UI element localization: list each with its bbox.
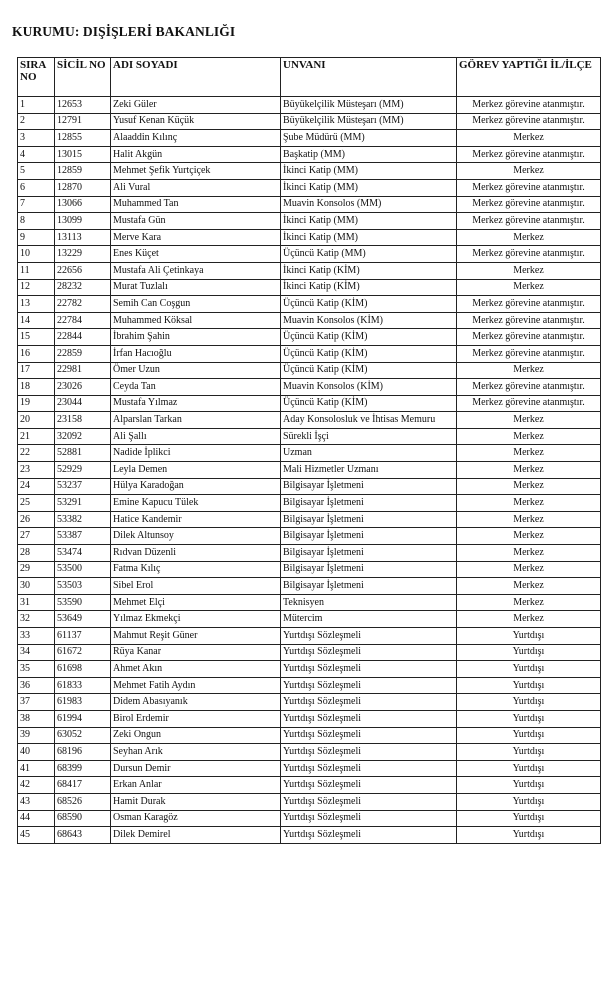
cell-sira-no: 7 [18,196,55,213]
cell-unvani: Muavin Konsolos (MM) [281,196,457,213]
cell-adi-soyadi: Zeki Ongun [111,727,281,744]
cell-unvani: İkinci Katip (MM) [281,229,457,246]
cell-adi-soyadi: Leyla Demen [111,462,281,479]
cell-gorev-yaptigi: Merkez [457,428,601,445]
cell-sicil-no: 52881 [55,445,111,462]
cell-adi-soyadi: Ali Vural [111,179,281,196]
cell-adi-soyadi: Rüya Kanar [111,644,281,661]
cell-adi-soyadi: Murat Tuzlalı [111,279,281,296]
cell-sira-no: 2 [18,113,55,130]
table-row [18,279,601,296]
cell-sicil-no: 22844 [55,329,111,346]
cell-gorev-yaptigi: Merkez görevine atanmıştır. [457,379,601,396]
cell-sicil-no: 53590 [55,594,111,611]
cell-sira-no: 11 [18,262,55,279]
table-row [18,727,601,744]
table-row [18,594,601,611]
table-row [18,312,601,329]
cell-sira-no: 5 [18,163,55,180]
cell-unvani: İkinci Katip (MM) [281,179,457,196]
table-row [18,644,601,661]
table-row [18,445,601,462]
cell-sicil-no: 12859 [55,163,111,180]
cell-sicil-no: 12791 [55,113,111,130]
cell-sira-no: 23 [18,462,55,479]
cell-unvani: Bilgisayar İşletmeni [281,495,457,512]
cell-unvani: Üçüncü Katip (KİM) [281,345,457,362]
cell-sicil-no: 68417 [55,777,111,794]
cell-adi-soyadi: Alaaddin Kılınç [111,130,281,147]
table-row [18,810,601,827]
cell-gorev-yaptigi: Merkez [457,279,601,296]
table-row [18,146,601,163]
cell-sicil-no: 68399 [55,760,111,777]
table-row [18,694,601,711]
cell-sira-no: 34 [18,644,55,661]
cell-unvani: Mütercim [281,611,457,628]
cell-gorev-yaptigi: Yurtdışı [457,793,601,810]
cell-unvani: İkinci Katip (MM) [281,163,457,180]
cell-adi-soyadi: Mehmet Fatih Aydın [111,677,281,694]
cell-sicil-no: 12870 [55,179,111,196]
cell-sira-no: 12 [18,279,55,296]
cell-adi-soyadi: Ali Şallı [111,428,281,445]
cell-sira-no: 13 [18,296,55,313]
cell-adi-soyadi: Nadide İplikci [111,445,281,462]
cell-sicil-no: 23158 [55,412,111,429]
cell-gorev-yaptigi: Yurtdışı [457,628,601,645]
cell-sicil-no: 12855 [55,130,111,147]
cell-adi-soyadi: İrfan Hacıoğlu [111,345,281,362]
table-row [18,412,601,429]
cell-unvani: İkinci Katip (KİM) [281,279,457,296]
table-row [18,196,601,213]
cell-unvani: Muavin Konsolos (KİM) [281,312,457,329]
cell-sira-no: 21 [18,428,55,445]
cell-adi-soyadi: Enes Küçet [111,246,281,263]
cell-gorev-yaptigi: Yurtdışı [457,727,601,744]
cell-sira-no: 14 [18,312,55,329]
table-row [18,329,601,346]
document-title: KURUMU: DIŞİŞLERİ BAKANLIĞI [12,24,236,39]
cell-unvani: Büyükelçilik Müsteşarı (MM) [281,97,457,114]
table-row [18,495,601,512]
cell-sicil-no: 68643 [55,827,111,844]
cell-gorev-yaptigi: Merkez [457,462,601,479]
table-row [18,262,601,279]
header-gorev-yaptigi: GÖREV YAPTIĞI İL/İLÇE [457,58,601,97]
cell-sicil-no: 68590 [55,810,111,827]
cell-unvani: Başkatip (MM) [281,146,457,163]
cell-sicil-no: 61833 [55,677,111,694]
cell-adi-soyadi: Mahmut Reşit Güner [111,628,281,645]
cell-adi-soyadi: Zeki Güler [111,97,281,114]
cell-gorev-yaptigi: Merkez [457,578,601,595]
cell-gorev-yaptigi: Merkez [457,511,601,528]
cell-gorev-yaptigi: Merkez [457,445,601,462]
cell-adi-soyadi: Ahmet Akın [111,661,281,678]
cell-gorev-yaptigi: Merkez [457,478,601,495]
cell-sicil-no: 52929 [55,462,111,479]
cell-adi-soyadi: Osman Karagöz [111,810,281,827]
cell-sira-no: 3 [18,130,55,147]
table-row [18,578,601,595]
cell-sicil-no: 13113 [55,229,111,246]
cell-sicil-no: 61137 [55,628,111,645]
cell-sicil-no: 63052 [55,727,111,744]
cell-sicil-no: 23044 [55,395,111,412]
cell-unvani: Aday Konsolosluk ve İhtisas Memuru [281,412,457,429]
table-row [18,793,601,810]
table-row [18,611,601,628]
cell-sicil-no: 13015 [55,146,111,163]
cell-sira-no: 18 [18,379,55,396]
cell-gorev-yaptigi: Merkez görevine atanmıştır. [457,246,601,263]
cell-unvani: Üçüncü Katip (KİM) [281,329,457,346]
cell-adi-soyadi: Mustafa Yılmaz [111,395,281,412]
cell-unvani: Bilgisayar İşletmeni [281,545,457,562]
cell-unvani: Yurtdışı Sözleşmeli [281,793,457,810]
cell-unvani: Bilgisayar İşletmeni [281,528,457,545]
cell-sira-no: 4 [18,146,55,163]
header-unvani: UNVANI [281,58,457,97]
cell-sicil-no: 61672 [55,644,111,661]
cell-unvani: Yurtdışı Sözleşmeli [281,677,457,694]
cell-adi-soyadi: Muhammed Köksal [111,312,281,329]
cell-unvani: Yurtdışı Sözleşmeli [281,810,457,827]
cell-gorev-yaptigi: Merkez görevine atanmıştır. [457,329,601,346]
cell-adi-soyadi: Merve Kara [111,229,281,246]
cell-sicil-no: 32092 [55,428,111,445]
table-row [18,345,601,362]
cell-sira-no: 30 [18,578,55,595]
table-row [18,827,601,844]
cell-sira-no: 37 [18,694,55,711]
cell-sira-no: 27 [18,528,55,545]
cell-gorev-yaptigi: Yurtdışı [457,694,601,711]
cell-sicil-no: 22782 [55,296,111,313]
header-sira-no: SIRA NO [18,58,55,97]
cell-unvani: Bilgisayar İşletmeni [281,578,457,595]
cell-unvani: Uzman [281,445,457,462]
cell-sira-no: 32 [18,611,55,628]
cell-sira-no: 15 [18,329,55,346]
cell-sicil-no: 22859 [55,345,111,362]
cell-unvani: Yurtdışı Sözleşmeli [281,644,457,661]
cell-adi-soyadi: Halit Akgün [111,146,281,163]
cell-sicil-no: 12653 [55,97,111,114]
table-row [18,710,601,727]
cell-unvani: Teknisyen [281,594,457,611]
cell-adi-soyadi: Ömer Uzun [111,362,281,379]
cell-adi-soyadi: Mehmet Şefik Yurtçiçek [111,163,281,180]
cell-sicil-no: 68196 [55,744,111,761]
cell-gorev-yaptigi: Merkez [457,130,601,147]
cell-sira-no: 6 [18,179,55,196]
cell-sicil-no: 13229 [55,246,111,263]
cell-unvani: Üçüncü Katip (KİM) [281,362,457,379]
cell-adi-soyadi: Dilek Altunsoy [111,528,281,545]
cell-adi-soyadi: Ceyda Tan [111,379,281,396]
cell-adi-soyadi: Semih Can Coşgun [111,296,281,313]
table-row [18,661,601,678]
cell-sira-no: 10 [18,246,55,263]
cell-unvani: Bilgisayar İşletmeni [281,478,457,495]
cell-unvani: Büyükelçilik Müsteşarı (MM) [281,113,457,130]
cell-sira-no: 20 [18,412,55,429]
table-row [18,528,601,545]
cell-sicil-no: 61983 [55,694,111,711]
cell-unvani: Yurtdışı Sözleşmeli [281,710,457,727]
cell-adi-soyadi: Didem Abasıyanık [111,694,281,711]
cell-sira-no: 16 [18,345,55,362]
cell-gorev-yaptigi: Merkez görevine atanmıştır. [457,113,601,130]
cell-sira-no: 28 [18,545,55,562]
cell-gorev-yaptigi: Merkez [457,561,601,578]
cell-adi-soyadi: Yılmaz Ekmekçi [111,611,281,628]
cell-gorev-yaptigi: Merkez [457,262,601,279]
cell-unvani: Bilgisayar İşletmeni [281,511,457,528]
table-row [18,462,601,479]
cell-gorev-yaptigi: Merkez görevine atanmıştır. [457,146,601,163]
cell-sira-no: 17 [18,362,55,379]
cell-adi-soyadi: Dursun Demir [111,760,281,777]
cell-unvani: Üçüncü Katip (KİM) [281,395,457,412]
cell-gorev-yaptigi: Yurtdışı [457,677,601,694]
cell-gorev-yaptigi: Merkez [457,229,601,246]
cell-adi-soyadi: Mustafa Ali Çetinkaya [111,262,281,279]
header-sicil-no: SİCİL NO [55,58,111,97]
cell-sira-no: 39 [18,727,55,744]
cell-gorev-yaptigi: Yurtdışı [457,661,601,678]
table-row [18,744,601,761]
cell-sira-no: 31 [18,594,55,611]
cell-sicil-no: 13066 [55,196,111,213]
cell-unvani: Yurtdışı Sözleşmeli [281,760,457,777]
cell-sicil-no: 53500 [55,561,111,578]
table-body [18,97,601,844]
cell-sicil-no: 53387 [55,528,111,545]
cell-gorev-yaptigi: Yurtdışı [457,777,601,794]
table-row [18,545,601,562]
cell-sira-no: 36 [18,677,55,694]
cell-sicil-no: 22784 [55,312,111,329]
cell-sira-no: 40 [18,744,55,761]
cell-sicil-no: 22656 [55,262,111,279]
header-adi-soyadi: ADI SOYADI [111,58,281,97]
cell-unvani: Üçüncü Katip (KİM) [281,296,457,313]
cell-gorev-yaptigi: Merkez görevine atanmıştır. [457,312,601,329]
table-row [18,213,601,230]
cell-adi-soyadi: Seyhan Arık [111,744,281,761]
cell-gorev-yaptigi: Merkez görevine atanmıştır. [457,296,601,313]
table-row [18,511,601,528]
cell-adi-soyadi: Dilek Demirel [111,827,281,844]
cell-gorev-yaptigi: Merkez [457,412,601,429]
cell-adi-soyadi: Alparslan Tarkan [111,412,281,429]
table-row [18,478,601,495]
cell-sicil-no: 28232 [55,279,111,296]
table-row [18,97,601,114]
cell-gorev-yaptigi: Yurtdışı [457,710,601,727]
cell-sira-no: 19 [18,395,55,412]
table-row [18,777,601,794]
cell-sira-no: 35 [18,661,55,678]
cell-gorev-yaptigi: Merkez [457,545,601,562]
table-row [18,296,601,313]
personnel-table [17,57,601,844]
cell-gorev-yaptigi: Merkez görevine atanmıştır. [457,179,601,196]
table-header-row [18,58,601,97]
cell-unvani: İkinci Katip (KİM) [281,262,457,279]
cell-gorev-yaptigi: Merkez [457,362,601,379]
cell-sira-no: 29 [18,561,55,578]
table-row [18,379,601,396]
cell-sicil-no: 13099 [55,213,111,230]
table-row [18,428,601,445]
cell-sira-no: 26 [18,511,55,528]
cell-unvani: Yurtdışı Sözleşmeli [281,777,457,794]
table-row [18,395,601,412]
cell-sicil-no: 53237 [55,478,111,495]
cell-adi-soyadi: Hülya Karadoğan [111,478,281,495]
cell-unvani: Üçüncü Katip (MM) [281,246,457,263]
cell-gorev-yaptigi: Yurtdışı [457,644,601,661]
cell-gorev-yaptigi: Yurtdışı [457,744,601,761]
cell-unvani: Sürekli İşçi [281,428,457,445]
cell-adi-soyadi: İbrahim Şahin [111,329,281,346]
cell-adi-soyadi: Emine Kapucu Tülek [111,495,281,512]
cell-unvani: Bilgisayar İşletmeni [281,561,457,578]
cell-gorev-yaptigi: Merkez görevine atanmıştır. [457,213,601,230]
cell-gorev-yaptigi: Merkez [457,611,601,628]
cell-gorev-yaptigi: Yurtdışı [457,760,601,777]
cell-adi-soyadi: Hamit Durak [111,793,281,810]
cell-sira-no: 41 [18,760,55,777]
cell-sicil-no: 53291 [55,495,111,512]
cell-adi-soyadi: Birol Erdemir [111,710,281,727]
cell-unvani: Muavin Konsolos (KİM) [281,379,457,396]
cell-sicil-no: 53474 [55,545,111,562]
cell-unvani: Şube Müdürü (MM) [281,130,457,147]
cell-gorev-yaptigi: Merkez görevine atanmıştır. [457,97,601,114]
table-row [18,246,601,263]
cell-adi-soyadi: Rıdvan Düzenli [111,545,281,562]
cell-sira-no: 22 [18,445,55,462]
cell-sicil-no: 61994 [55,710,111,727]
cell-sicil-no: 53649 [55,611,111,628]
cell-unvani: Yurtdışı Sözleşmeli [281,744,457,761]
cell-sira-no: 1 [18,97,55,114]
table-row [18,229,601,246]
cell-gorev-yaptigi: Merkez görevine atanmıştır. [457,345,601,362]
cell-sicil-no: 22981 [55,362,111,379]
table-row [18,760,601,777]
cell-gorev-yaptigi: Yurtdışı [457,810,601,827]
cell-adi-soyadi: Sibel Erol [111,578,281,595]
cell-sira-no: 33 [18,628,55,645]
cell-sicil-no: 61698 [55,661,111,678]
cell-unvani: Yurtdışı Sözleşmeli [281,661,457,678]
cell-adi-soyadi: Hatice Kandemir [111,511,281,528]
cell-adi-soyadi: Mehmet Elçi [111,594,281,611]
cell-unvani: Yurtdışı Sözleşmeli [281,694,457,711]
table-row [18,163,601,180]
cell-gorev-yaptigi: Yurtdışı [457,827,601,844]
cell-adi-soyadi: Erkan Anlar [111,777,281,794]
cell-sira-no: 9 [18,229,55,246]
cell-adi-soyadi: Mustafa Gün [111,213,281,230]
cell-gorev-yaptigi: Merkez görevine atanmıştır. [457,395,601,412]
cell-adi-soyadi: Yusuf Kenan Küçük [111,113,281,130]
table-row [18,561,601,578]
table-row [18,677,601,694]
cell-gorev-yaptigi: Merkez [457,594,601,611]
cell-gorev-yaptigi: Merkez görevine atanmıştır. [457,196,601,213]
cell-adi-soyadi: Muhammed Tan [111,196,281,213]
table-row [18,362,601,379]
cell-sicil-no: 53382 [55,511,111,528]
cell-sira-no: 43 [18,793,55,810]
table-row [18,179,601,196]
cell-gorev-yaptigi: Merkez [457,163,601,180]
cell-adi-soyadi: Fatma Kılıç [111,561,281,578]
cell-sira-no: 8 [18,213,55,230]
cell-unvani: Yurtdışı Sözleşmeli [281,628,457,645]
cell-sira-no: 38 [18,710,55,727]
cell-sira-no: 24 [18,478,55,495]
cell-sicil-no: 53503 [55,578,111,595]
cell-sira-no: 44 [18,810,55,827]
table-row [18,130,601,147]
table-row [18,628,601,645]
cell-gorev-yaptigi: Merkez [457,495,601,512]
cell-unvani: Yurtdışı Sözleşmeli [281,727,457,744]
cell-unvani: Mali Hizmetler Uzmanı [281,462,457,479]
cell-sicil-no: 23026 [55,379,111,396]
cell-sicil-no: 68526 [55,793,111,810]
cell-gorev-yaptigi: Merkez [457,528,601,545]
cell-sira-no: 42 [18,777,55,794]
cell-sira-no: 45 [18,827,55,844]
cell-unvani: Yurtdışı Sözleşmeli [281,827,457,844]
cell-sira-no: 25 [18,495,55,512]
cell-unvani: İkinci Katip (MM) [281,213,457,230]
table-row [18,113,601,130]
